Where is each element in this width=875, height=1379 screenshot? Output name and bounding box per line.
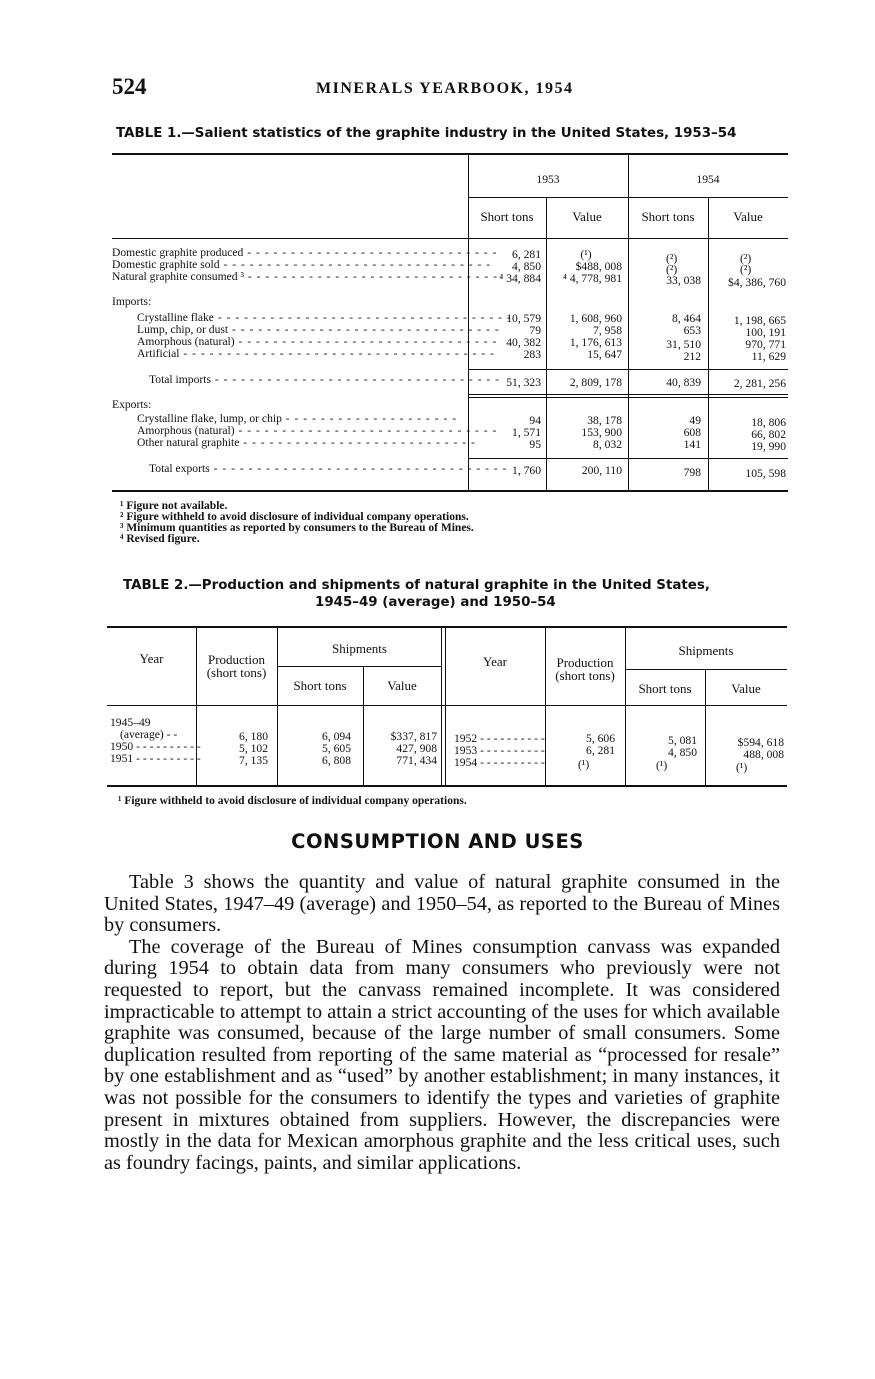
- table1-cell: ⁴ 4, 778, 981: [562, 272, 622, 285]
- table1-cell: 141: [683, 438, 701, 451]
- table1-cell: 79: [529, 324, 541, 337]
- table1-row-label: Domestic graphite produced - - - - - - - - - - - - - - - - - - - - - - - - - - - - -: [112, 246, 498, 259]
- table1-cell: 1, 608, 960: [569, 312, 622, 325]
- table1-bottom-rule: [112, 490, 788, 492]
- table2-cell: 5, 606: [586, 732, 615, 745]
- table2-top-rule: [107, 626, 787, 628]
- table2-head-year: Year: [139, 651, 164, 666]
- table1-cell: 40, 382: [506, 336, 541, 349]
- table1-cell: 33, 038: [666, 274, 701, 287]
- table2-cell: $594, 618: [737, 736, 784, 749]
- table1-row-label: Crystalline flake - - - - - - - - - - - - - - - - - - - - - - - - - - - - - - - - - -: [137, 311, 512, 324]
- table2-cell: (¹): [656, 759, 668, 772]
- table1-cell: 49: [689, 414, 701, 427]
- table1-cell: 40, 839: [666, 376, 701, 389]
- table2-vrule: [445, 628, 446, 785]
- table1-cell: $488, 008: [575, 260, 622, 273]
- table1-cell: 94: [529, 414, 541, 427]
- table1-cell: 1, 198, 665: [733, 314, 786, 327]
- table2-year: 1953 - - - - - - - - - -: [454, 744, 545, 757]
- table1-year-1954: 1954: [696, 173, 720, 186]
- section-heading: CONSUMPTION AND USES: [291, 830, 584, 853]
- table2-year: 1952 - - - - - - - - - -: [454, 732, 545, 745]
- table1-cell: (²): [666, 263, 678, 276]
- table2-cell: 427, 908: [396, 742, 437, 755]
- table1-cell: 66, 802: [751, 428, 786, 441]
- table2-caption-line2: 1945–49 (average) and 1950–54: [315, 595, 556, 610]
- table1-footnote: ² Figure withheld to avoid disclosure of individual company operations.: [120, 511, 469, 523]
- table2-head-production-unit: (short tons): [555, 668, 615, 683]
- table1-vrule: [546, 198, 547, 490]
- table2-cell: (¹): [736, 761, 748, 774]
- table1-cell: 1, 176, 613: [569, 336, 622, 349]
- table1-row-label: Crystalline flake, lump, or chip - - - - - - - - - - - - - - - - - - - -: [137, 412, 458, 425]
- table1-cell: 4, 850: [512, 260, 541, 273]
- table1-cell: 200, 110: [581, 464, 622, 477]
- body-text: [104, 872, 780, 1174]
- table1-cell: 2, 281, 256: [733, 377, 786, 390]
- table1-header-rule: [112, 238, 788, 239]
- table1-row-label: Lump, chip, or dust - - - - - - - - - - - - - - - - - - - - - - - - - - - - - - -: [137, 323, 500, 336]
- table1-cell: 11, 629: [751, 350, 786, 363]
- table2-year: 1945–49: [110, 716, 151, 729]
- table1-col-value-1953: Value: [572, 209, 602, 224]
- table2-head-year: Year: [483, 654, 507, 669]
- table1-row-label: Other natural graphite - - - - - - - - - - - - - - - - - - - - - - - - - - -: [137, 436, 476, 449]
- table2-cell: (¹): [578, 758, 590, 771]
- table1-cell: 15, 647: [587, 348, 622, 361]
- table1-caption: TABLE 1.—Salient statistics of the graphite industry in the United States, 1953–54: [116, 126, 737, 141]
- table1-footnote: ³ Minimum quantities as reported by consumers to the Bureau of Mines.: [120, 522, 474, 534]
- table1-col-value-1954: Value: [733, 209, 763, 224]
- table1-row-label: Amorphous (natural) - - - - - - - - - - - - - - - - - - - - - - - - - - - - - -: [137, 424, 498, 437]
- table1-row-label: Domestic graphite sold - - - - - - - - - - - - - - - - - - - - - - - - - - - - - - -: [112, 258, 492, 271]
- table2-shipments-rule: [625, 669, 787, 670]
- paragraph: The coverage of the Bureau of Mines consumption canvass was expanded during 1954 to obtain data from many consumers who previously were not requested to report, but the canvass remained incomplete. It was considered impracticable to attempt to attain a strict accounting of the uses for which available graphite was consumed, because of the large number of small consumers. Some duplication resulted from reporting of the same material as “processed for resale” by one establishment and as “used” by another establishment; in many instances, it was not possible for the consumers to identify the types and varieties of graphite present in mixtures obtained from suppliers. However, the discrepancies were mostly in the data for Mexican amorphous graphite and the less critical uses, such as foundry facings, paints, and similar applications.: [104, 935, 780, 1174]
- table2-bottom-rule: [107, 785, 787, 787]
- table1-cell: 653: [683, 324, 701, 337]
- table2-header-rule: [107, 705, 787, 706]
- table1-section-exports: Exports:: [112, 398, 152, 411]
- table1-footnote: ¹ Figure not available.: [120, 500, 228, 512]
- table2-shipments-rule: [277, 666, 442, 667]
- table2-cell: 488, 008: [743, 748, 784, 761]
- table2-head-short-tons: Short tons: [638, 681, 692, 696]
- table2-year: 1950 - - - - - - - - - -: [110, 740, 201, 753]
- table1-cell: (²): [666, 252, 678, 265]
- table1-cell: 6, 281: [512, 248, 541, 261]
- table1-row-label: Artificial - - - - - - - - - - - - - - - - - - - - - - - - - - - - - - - - - - - -: [137, 347, 495, 360]
- table1-cell: $4, 386, 760: [728, 276, 786, 289]
- table1-cell: (²): [740, 252, 752, 265]
- table1-top-rule: [112, 153, 788, 155]
- table1-cell: 105, 598: [745, 467, 786, 480]
- table2-head-production: Production: [207, 652, 266, 667]
- table1-cell: 212: [683, 350, 701, 363]
- table1-cell: 8, 032: [593, 438, 622, 451]
- table1-row-label: Natural graphite consumed ³ - - - - - - - - - - - - - - - - - - - - - - - - - - - - -: [112, 270, 498, 283]
- table1-vrule: [628, 155, 629, 490]
- table2-cell: $337, 817: [390, 730, 437, 743]
- table1-footnote: ⁴ Revised figure.: [120, 533, 200, 545]
- table1-cell: 95: [529, 438, 541, 451]
- table1-cell: 51, 323: [506, 376, 541, 389]
- table2-cell: 6, 094: [322, 730, 351, 743]
- table2-cell: 5, 102: [239, 742, 268, 755]
- table2-year: 1954 - - - - - - - - - -: [454, 756, 545, 769]
- table2-head-value: Value: [731, 681, 761, 696]
- table1-cell: ⁴ 34, 884: [499, 272, 541, 285]
- table1-cell: 283: [523, 348, 541, 361]
- table1-cell: 8, 464: [672, 312, 701, 325]
- table2-year: 1951 - - - - - - - - - -: [110, 752, 201, 765]
- table1-cell: (¹): [580, 248, 592, 261]
- table1-row-label: Amorphous (natural) - - - - - - - - - - - - - - - - - - - - - - - - - - - - - -: [137, 335, 498, 348]
- table2-vrule: [545, 628, 546, 785]
- table1-cell: 18, 806: [751, 416, 786, 429]
- table2-caption-line1: TABLE 2.—Production and shipments of natural graphite in the United States,: [123, 578, 710, 593]
- table1-col-short-tons-1953: Short tons: [480, 209, 534, 224]
- table2-cell: 6, 180: [239, 730, 268, 743]
- table1-cell: 1, 571: [512, 426, 541, 439]
- table1-cell: 10, 579: [506, 312, 541, 325]
- table2-head-shipments: Shipments: [332, 641, 387, 656]
- table2-head-short-tons: Short tons: [293, 678, 347, 693]
- table1-cell: 1, 760: [512, 464, 541, 477]
- table2-head-value: Value: [387, 678, 417, 693]
- table1-cell: 2, 809, 178: [569, 376, 622, 389]
- table2-year: (average) - -: [120, 728, 178, 741]
- table1-col-short-tons-1954: Short tons: [641, 209, 695, 224]
- page-number: 524: [112, 74, 147, 99]
- running-title: MINERALS YEARBOOK, 1954: [316, 80, 574, 97]
- table2-cell: 4, 850: [668, 746, 697, 759]
- table1-cell: 798: [683, 466, 701, 479]
- table1-section-imports: Imports:: [112, 295, 152, 308]
- table1-cell: 7, 958: [593, 324, 622, 337]
- paragraph: Table 3 shows the quantity and value of natural graphite consumed in the United States, 1947–49 (average) and 1950–54, as reported to the Bureau of Mines by consumers.: [104, 871, 780, 937]
- table2-cell: 7, 135: [239, 754, 268, 767]
- table2-cell: 5, 081: [668, 734, 697, 747]
- table2-head-production: Production: [556, 655, 614, 670]
- table1-cell: 31, 510: [666, 338, 701, 351]
- table1-row-label-total: Total exports - - - - - - - - - - - - - - - - - - - - - - - - - - - - - - - - - -: [149, 462, 508, 475]
- table1-vrule: [708, 198, 709, 490]
- table1-cell: (²): [740, 263, 752, 276]
- table1-row-label-total: Total imports - - - - - - - - - - - - - - - - - - - - - - - - - - - - - - - - -: [149, 373, 501, 386]
- table1-cell: 19, 990: [751, 440, 786, 453]
- table1-cell: 38, 178: [587, 414, 622, 427]
- table2-cell: 771, 434: [396, 754, 437, 767]
- table1-year-1953: 1953: [536, 173, 560, 186]
- table1-cell: 970, 771: [745, 338, 786, 351]
- table2-head-shipments: Shipments: [678, 643, 734, 658]
- table2-cell: 5, 605: [322, 742, 351, 755]
- table1-cell: 100, 191: [745, 326, 786, 339]
- table2-head-production-unit: (short tons): [206, 665, 267, 680]
- table2-cell: 6, 281: [586, 744, 615, 757]
- table2-cell: 6, 808: [322, 754, 351, 767]
- table1-cell: 153, 900: [581, 426, 622, 439]
- table1-cell: 608: [683, 426, 701, 439]
- table2-footnote: ¹ Figure withheld to avoid disclosure of individual company operations.: [118, 795, 467, 807]
